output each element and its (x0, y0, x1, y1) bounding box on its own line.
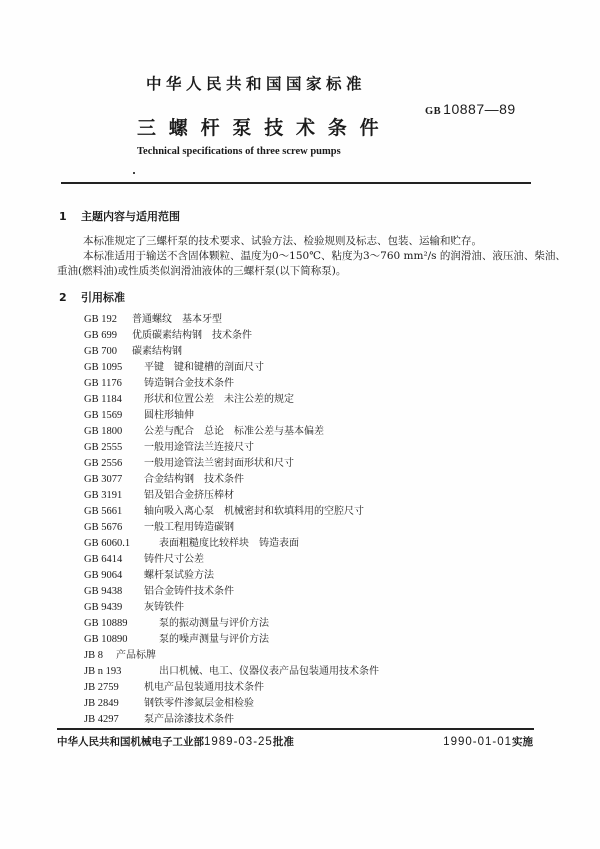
reference-item (84, 455, 379, 471)
reference-item (84, 439, 379, 455)
reference-title: 螺杆泵试验方法 (144, 570, 214, 581)
reference-code: GB 6060.1 (84, 538, 131, 549)
reference-title: 一般用途管法兰连接尺寸 (144, 442, 254, 453)
approving-ministry: 中华人民共和国机械电子工业部 (57, 736, 204, 748)
reference-title: 铸造铜合金技术条件 (144, 378, 234, 389)
reference-title: 轴向吸入离心泵 机械密封和软填料用的空腔尺寸 (144, 506, 364, 517)
effective-date: 1990-01-01 (443, 736, 512, 748)
reference-code: GB 2556 (84, 458, 123, 469)
footer-divider (57, 728, 534, 730)
reference-title: 钢铁零件渗氮层金相检验 (144, 698, 254, 709)
reference-title: 形状和位置公差 未注公差的规定 (144, 394, 294, 405)
reference-title: 铝合金铸件技术条件 (144, 586, 234, 597)
reference-item (84, 711, 379, 727)
paragraph-scope: 本标准规定了三螺杆泵的技术要求、试验方法、检验规则及标志、包装、运输和贮存。 (83, 235, 482, 247)
reference-code: GB 9438 (84, 586, 123, 597)
reference-code: GB 699 (84, 330, 117, 341)
reference-title: 泵的噪声测量与评价方法 (159, 634, 269, 645)
reference-code: GB 1569 (84, 410, 123, 421)
reference-title: 优质碳素结构钢 技术条件 (132, 330, 252, 341)
section-heading-2: 2 引用标准 (59, 291, 125, 304)
reference-title: 一般工程用铸造碳钢 (144, 522, 234, 533)
reference-item (84, 375, 379, 391)
reference-title: 机电产品包装通用技术条件 (144, 682, 264, 693)
reference-item (84, 535, 379, 551)
reference-code: GB 3077 (84, 474, 123, 485)
reference-list (84, 311, 379, 727)
section-heading-1: 1 主题内容与适用范围 (59, 210, 180, 223)
reference-item (84, 311, 379, 327)
standard-code: 10887—89 (443, 101, 516, 117)
reference-item (84, 695, 379, 711)
reference-code: GB 9439 (84, 602, 123, 613)
reference-title: 铸件尺寸公差 (144, 554, 204, 565)
standard-number (425, 101, 516, 117)
reference-code: GB 5661 (84, 506, 123, 517)
reference-title: 平键 键和键槽的剖面尺寸 (144, 362, 264, 373)
reference-item (84, 583, 379, 599)
reference-item (84, 647, 379, 663)
reference-item (84, 519, 379, 535)
reference-title: 产品标牌 (116, 650, 156, 661)
reference-item (84, 663, 379, 679)
reference-item (84, 343, 379, 359)
reference-code: GB 10890 (84, 634, 128, 645)
document-title: 三螺杆泵技术条件 (137, 117, 392, 139)
issuing-authority-heading: 中华人民共和国国家标准 (146, 75, 367, 93)
reference-code: JB 4297 (84, 714, 119, 725)
reference-item (84, 679, 379, 695)
reference-title: 合金结构钢 技术条件 (144, 474, 244, 485)
reference-title: 公差与配合 总论 标准公差与基本偏差 (144, 426, 324, 437)
header-divider (61, 182, 531, 184)
reference-title: 泵的振动测量与评价方法 (159, 618, 269, 629)
reference-item (84, 423, 379, 439)
reference-item (84, 503, 379, 519)
reference-code: GB 192 (84, 314, 117, 325)
reference-title: 碳素结构钢 (132, 346, 182, 357)
reference-code: GB 700 (84, 346, 117, 357)
reference-code: GB 6414 (84, 554, 123, 565)
reference-item (84, 599, 379, 615)
reference-code: JB 8 (84, 650, 103, 661)
reference-code: GB 1176 (84, 378, 122, 389)
reference-code: JB 2759 (84, 682, 119, 693)
reference-code: GB 10889 (84, 618, 128, 629)
reference-item (84, 615, 379, 631)
reference-title: 圆柱形轴伸 (144, 410, 194, 421)
reference-item (84, 551, 379, 567)
reference-code: GB 1095 (84, 362, 123, 373)
reference-code: JB 2849 (84, 698, 119, 709)
reference-title: 铝及铝合金挤压棒材 (144, 490, 234, 501)
reference-code: GB 5676 (84, 522, 123, 533)
reference-title: 出口机械、电工、仪器仪表产品包装通用技术条件 (159, 666, 379, 677)
reference-code: GB 3191 (84, 490, 123, 501)
reference-item (84, 487, 379, 503)
approval-date: 1989-03-25 (204, 736, 273, 748)
paragraph-applicability-cont: 重油(燃料油)或性质类似润滑油液体的三螺杆泵(以下简称泵)。 (57, 265, 347, 277)
reference-item (84, 327, 379, 343)
reference-code: GB 9064 (84, 570, 123, 581)
scan-speck (133, 172, 135, 174)
reference-title: 普通螺纹 基本牙型 (132, 314, 222, 325)
paragraph-applicability: 本标准适用于输送不含固体颗粒、温度为0～150℃、粘度为3～760 mm²/s 的润滑油、液压油、柴油、 (83, 250, 566, 262)
reference-title: 灰铸铁件 (144, 602, 184, 613)
reference-item (84, 407, 379, 423)
reference-title: 泵产品涂漆技术条件 (144, 714, 234, 725)
standard-prefix: GB (425, 106, 442, 117)
reference-code: GB 2555 (84, 442, 123, 453)
reference-title: 一般用途管法兰密封面形状和尺寸 (144, 458, 294, 469)
reference-code: JB n 193 (84, 666, 122, 677)
reference-item (84, 471, 379, 487)
reference-code: GB 1800 (84, 426, 123, 437)
reference-code: GB 1184 (84, 394, 122, 405)
reference-title: 表面粗糙度比较样块 铸造表面 (159, 538, 299, 549)
approval-line: 中华人民共和国机械电子工业部1989-03-25批准 (57, 736, 294, 748)
reference-item (84, 391, 379, 407)
reference-item (84, 631, 379, 647)
reference-item (84, 359, 379, 375)
effective-line: 1990-01-01实施 (443, 736, 533, 748)
document-title-english: Technical specifications of three screw pumps (137, 146, 341, 157)
reference-item (84, 567, 379, 583)
